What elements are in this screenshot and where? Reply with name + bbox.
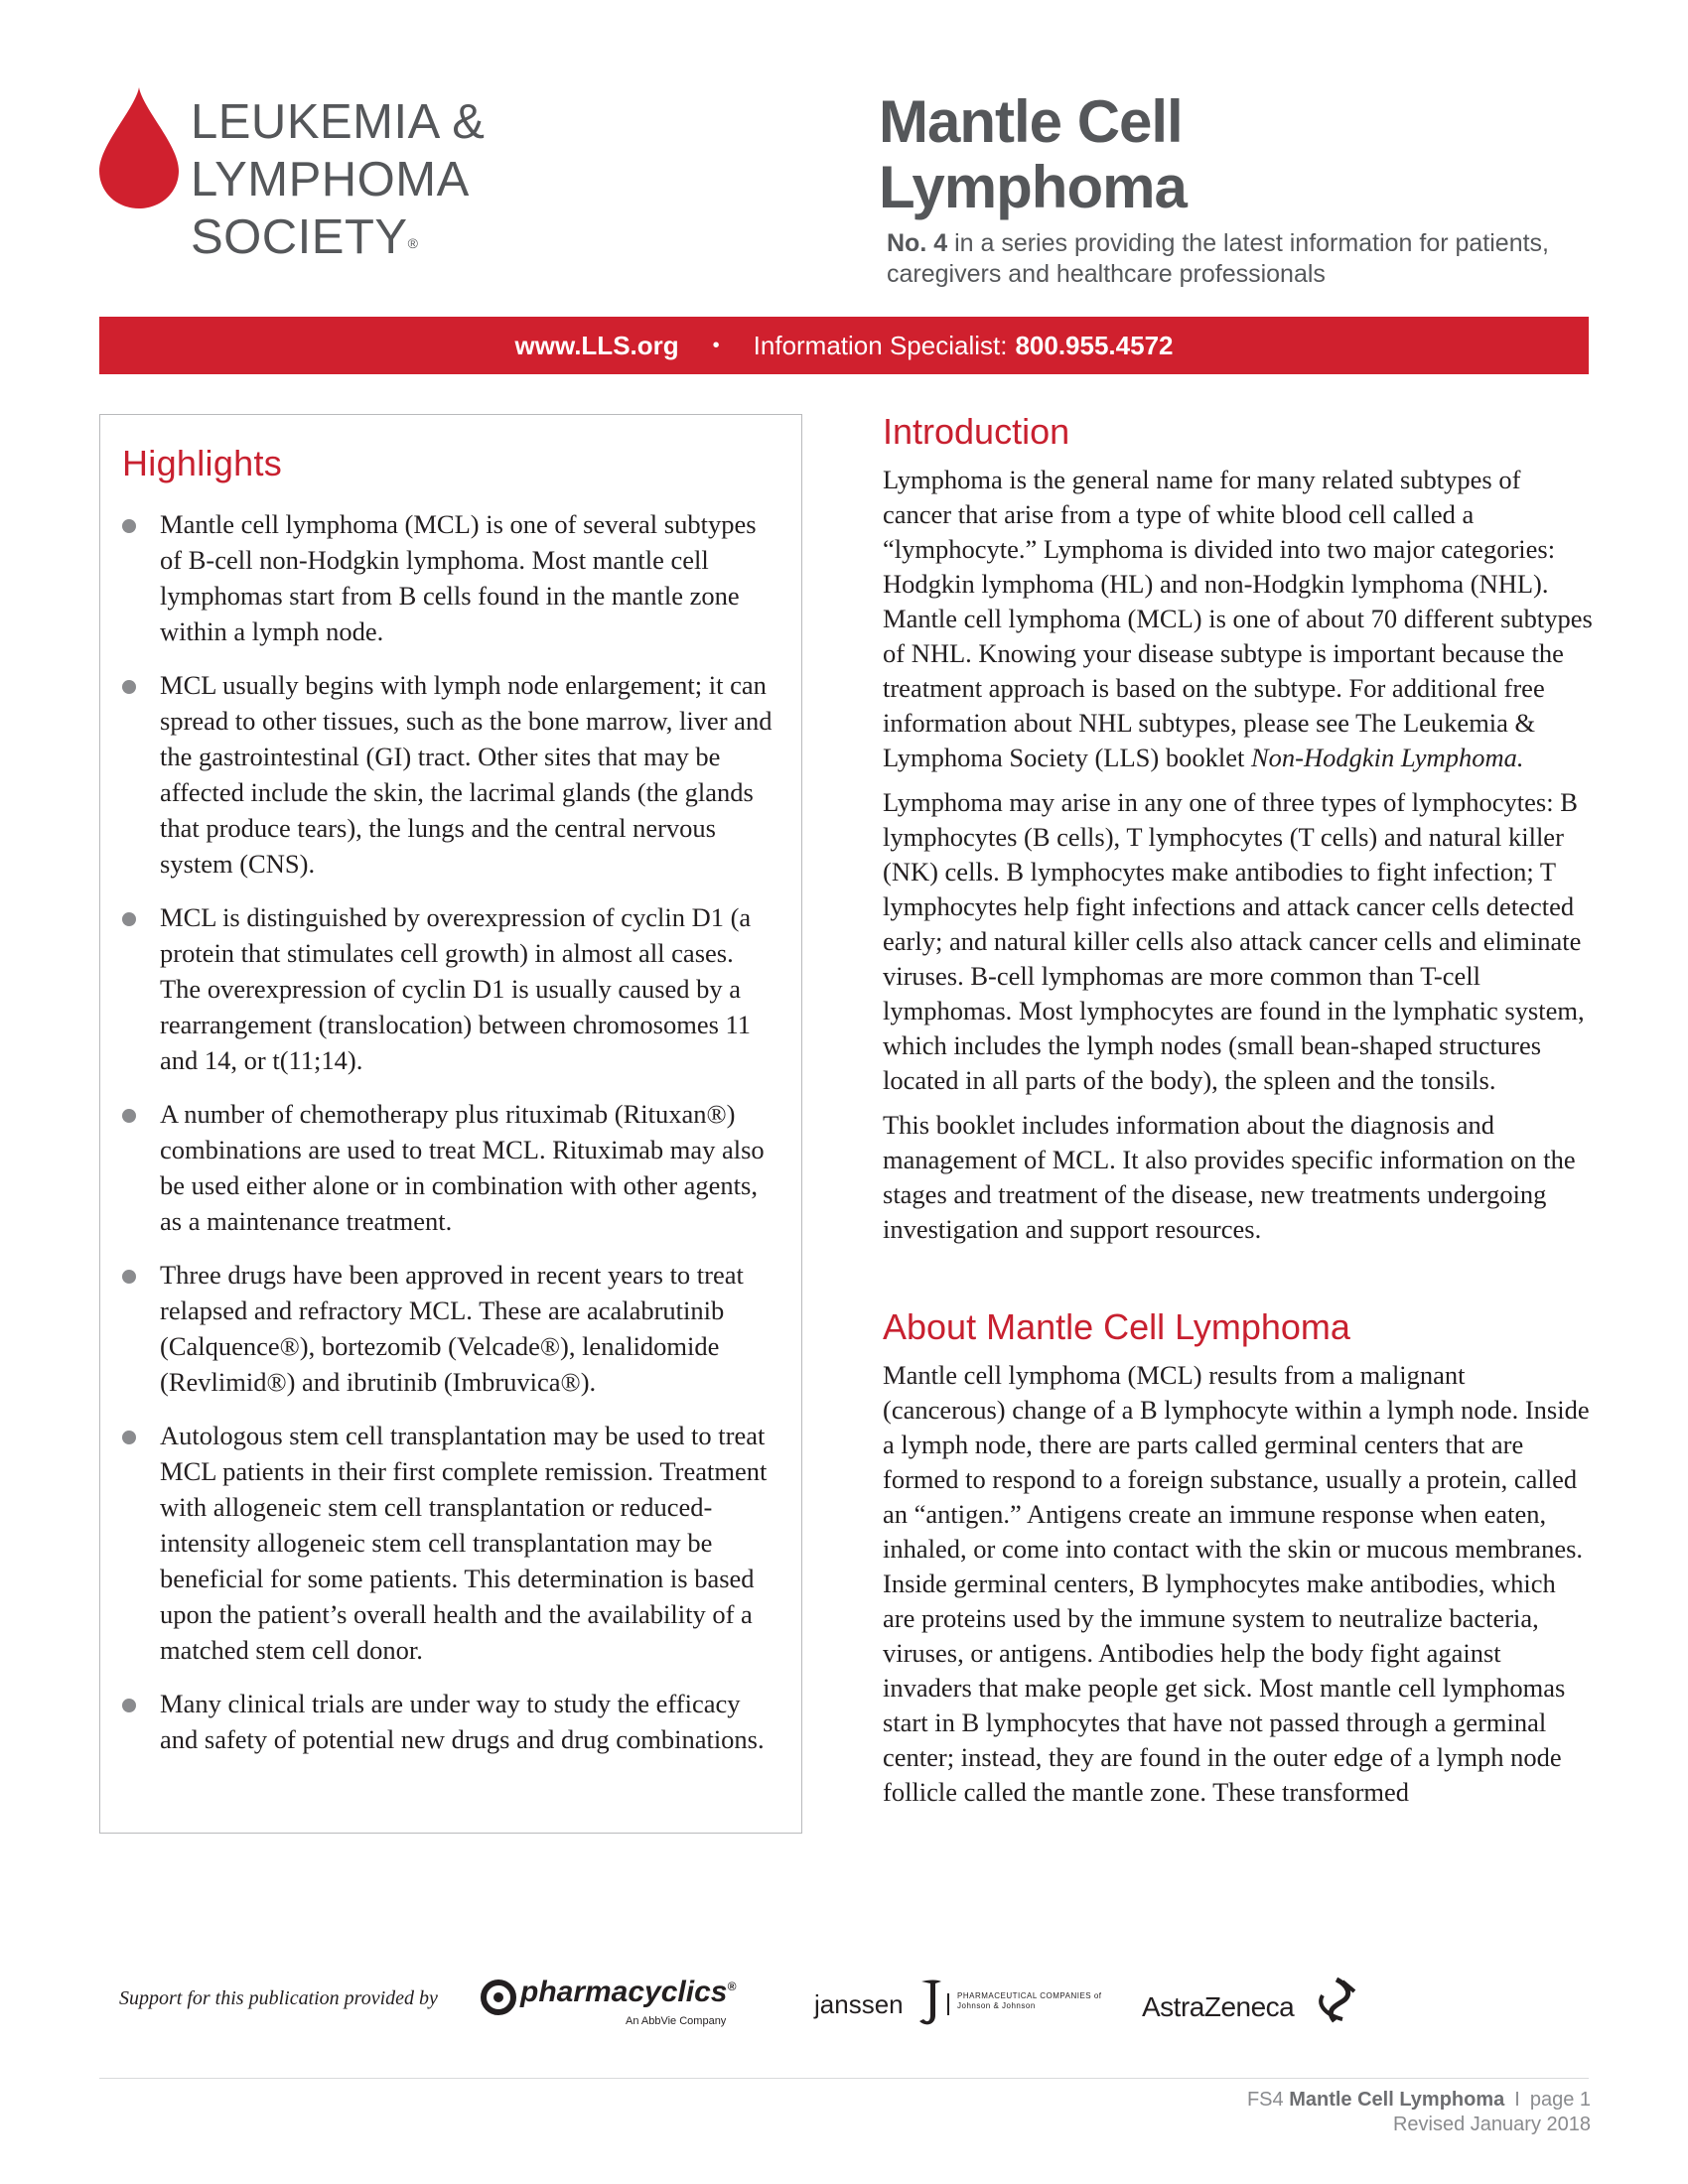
intro-paragraph-1-text: Lymphoma is the general name for many related subtypes of cancer that arise from a type of white blood cell called a “lymphocyte.” Lymphoma is divided into two major categories: Hodgkin lymphoma (HL) and non-Hodgkin lymphoma (NHL). Mantle cell lymphoma (MCL) is one of about 70 different subtypes of NHL. Knowing your disease subtype is important because the treatment approach is based on the subtype. For additional free information about NHL subtypes, please see The Leukemia & Lymphoma Society (LLS) booklet: [883, 465, 1593, 772]
highlights-box: [99, 414, 802, 1834]
bullet-icon: [122, 912, 136, 926]
specialist-label: Information Specialist:: [753, 330, 1008, 360]
page-number: page 1: [1529, 2089, 1591, 2111]
bullet-icon: [122, 519, 136, 533]
logo-line-3: SOCIETY: [191, 210, 408, 264]
list-item: [100, 1686, 801, 1757]
series-number: No. 4: [887, 229, 948, 257]
highlight-text: MCL is distinguished by overexpression of cyclin D1 (a protein that stimulates cell growth) in almost all cases. The overexpression of cyclin D1 is usually caused by a rearrangement (translocation) between chromosomes 11 and 14, or t(11;14).: [160, 902, 752, 1075]
footer-divider: [99, 2078, 1589, 2079]
series-text: in a series providing the latest information for patients, caregivers and healthcare professionals: [887, 229, 1549, 288]
intro-paragraph-2: Lymphoma may arise in any one of three types of lymphocytes: B lymphocytes (B cells), T lymphocytes (T cells) and natural killer (NK) cells. B lymphocytes make antibodies to fight infection; T lymphocytes help fight infections and attack cancer cells detected early; and natural killer cells also attack cancer cells and eliminate viruses. B-cell lymphomas are more common than T-cell lymphomas. Most lymphocytes are found in the lymphatic system, which includes the lymph nodes (small bean-shaped structures located in all parts of the body), the spleen and the tonsils.: [883, 787, 1585, 1095]
phone-number[interactable]: 800.955.4572: [1015, 330, 1174, 360]
website-link[interactable]: www.LLS.org: [514, 330, 679, 360]
highlight-text: A number of chemotherapy plus rituximab (Rituxan®) combinations are used to treat MCL. Rituximab may also be used either alone or in combination with other agents, as a maintenance treatment.: [160, 1099, 765, 1236]
highlights-heading: Highlights: [122, 443, 283, 483]
highlight-text: Autologous stem cell transplantation may be used to treat MCL patients in their first complete remission. Treatment with allogeneic stem cell transplantation or reduced-intensity allogeneic stem cell transplantation may be beneficial for some patients. This determination is based upon the patient’s overall health and the availability of a matched stem cell donor.: [160, 1421, 768, 1665]
page-footer: [1247, 2088, 1591, 2137]
blood-drop-icon: [99, 87, 179, 208]
highlight-text: Mantle cell lymphoma (MCL) is one of several subtypes of B-cell non-Hodgkin lymphoma. Most mantle cell lymphomas start from B cells found in the mantle zone within a lymph node.: [160, 509, 757, 646]
logo-line-1: LEUKEMIA &: [191, 95, 486, 149]
sponsor-text: Support for this publication provided by: [119, 1987, 438, 2009]
sponsors-row: [119, 1976, 1410, 2045]
janssen-subtitle: PHARMACEUTICAL COMPANIES of Johnson & Johnson: [957, 1991, 1102, 2010]
title-line-2: Lymphoma: [879, 154, 1187, 220]
logo-wordmark: [191, 93, 485, 266]
bullet-icon: [122, 1270, 136, 1284]
about-paragraph-1: Mantle cell lymphoma (MCL) results from a malignant (cancerous) change of a B lymphocyte within a lymph node. Inside a lymph node, there are parts called germinal centers that are formed to respond to a foreign substance, usually a protein, called an “antigen.” Antigens create an immune response when eaten, inhaled, or come into contact with the skin or mucous membranes. Inside germinal centers, B lymphocytes make antibodies, which are proteins used by the immune system to neutralize bacteria, viruses, or antigens. Antibodies help the body fight against invaders that make people get sick. Most mantle cell lymphomas start in B lymphocytes that have not passed through a germinal center; instead, they are found in the outer edge of a lymph node follicle called the mantle zone. These transformed: [883, 1360, 1590, 1807]
list-item: [100, 667, 801, 882]
bullet-icon: [122, 1699, 136, 1712]
revision-date: Revised January 2018: [1392, 2114, 1591, 2135]
highlight-text: Three drugs have been approved in recent years to treat relapsed and refractory MCL. These are acalabrutinib (Calquence®), bortezomib (Velcade®), lenalidomide (Revlimid®) and ibrutinib (Imbruvica®).: [160, 1260, 744, 1397]
bullet-icon: [122, 1109, 136, 1123]
intro-paragraph-1: [883, 463, 1593, 775]
janssen-mark-icon: [917, 1978, 943, 2029]
intro-paragraph-3: This booklet includes information about the diagnosis and management of MCL. It also provides specific information on the stages and treatment of the disease, new treatments undergoing investigation and support resources.: [883, 1110, 1576, 1244]
list-item: [100, 1257, 801, 1400]
pharmacyclics-logo: [477, 1976, 765, 2033]
title-line-1: Mantle Cell: [879, 88, 1183, 155]
bullet-icon: [122, 1431, 136, 1444]
astrazeneca-logo: [1142, 1976, 1380, 2035]
logo-line-2: LYMPHOMA: [191, 153, 470, 206]
pharmacyclics-name: pharmacyclics®: [520, 1976, 737, 2008]
introduction-heading: Introduction: [883, 411, 1070, 452]
pharmacyclics-subtitle: An AbbVie Company: [626, 2015, 727, 2027]
highlight-text: Many clinical trials are under way to study the efficacy and safety of potential new drugs and drug combinations.: [160, 1689, 765, 1754]
highlights-list: [100, 506, 801, 1775]
astrazeneca-name: AstraZeneca: [1142, 1991, 1295, 2022]
about-heading: About Mantle Cell Lymphoma: [883, 1306, 1350, 1347]
booklet-title: Non-Hodgkin Lymphoma.: [1250, 743, 1524, 772]
highlight-text: MCL usually begins with lymph node enlargement; it can spread to other tissues, such as the bone marrow, liver and the gastrointestinal (GI) tract. Other sites that may be affected include the skin, the lacrimal glands (the glands that produce tears), the lungs and the central nervous system (CNS).: [160, 670, 773, 879]
list-item: [100, 899, 801, 1078]
footer-title: Mantle Cell Lymphoma: [1289, 2089, 1505, 2111]
list-item: [100, 1418, 801, 1668]
bar-separator: •: [712, 334, 720, 356]
pharmacyclics-mark-icon: [479, 1978, 518, 2017]
bullet-icon: [122, 680, 136, 694]
list-item: [100, 1096, 801, 1239]
contact-bar: [99, 317, 1589, 374]
astrazeneca-symbol-icon: [1313, 1976, 1360, 2027]
document-code: FS4: [1246, 2089, 1284, 2111]
document-title: [879, 89, 1187, 220]
list-item: [100, 506, 801, 649]
footer-separator: I: [1514, 2089, 1520, 2111]
main-column: [883, 409, 1593, 1820]
registered-mark: ®: [407, 235, 419, 251]
janssen-name: janssen: [814, 1989, 904, 2019]
series-description: [887, 228, 1602, 290]
lls-logo: [99, 87, 516, 266]
janssen-divider: [947, 1993, 949, 2015]
